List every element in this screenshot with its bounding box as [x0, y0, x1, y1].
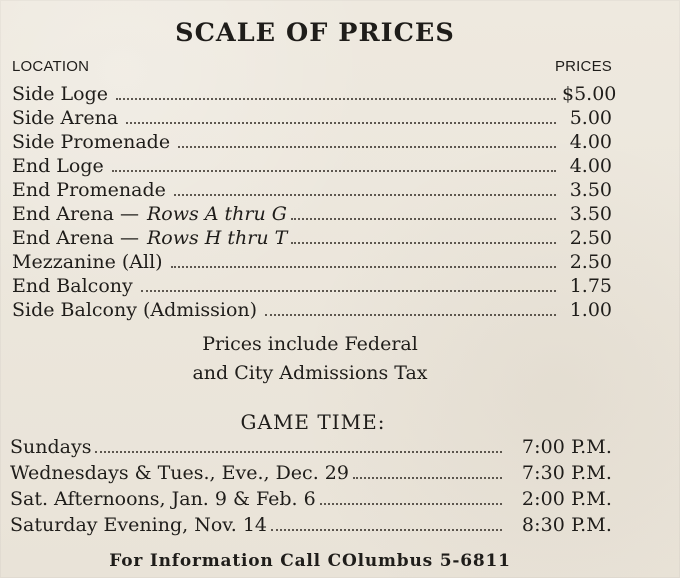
schedule-label: Wednesdays & Tues., Eve., Dec. 29: [10, 462, 349, 484]
schedule-label: Saturday Evening, Nov. 14: [10, 514, 268, 536]
dotted-leader: [353, 477, 502, 479]
schedule-row-saturday-afternoons: [10, 486, 612, 512]
price-row-label: [12, 154, 108, 178]
price-row-label: [12, 226, 287, 250]
location-text: End Balcony: [12, 275, 133, 297]
row-range-text: Rows A thru G: [146, 203, 287, 225]
dotted-leader: [291, 218, 556, 220]
dotted-leader: [141, 290, 556, 292]
location-text: Side Loge: [12, 83, 109, 105]
location-text: End Promenade: [12, 179, 166, 201]
location-text: Side Balcony (Admission): [12, 299, 258, 321]
price-value: 3.50: [569, 203, 612, 225]
price-row-side-balcony: [12, 298, 612, 322]
price-value: 4.00: [569, 155, 612, 177]
price-row-label: [12, 274, 137, 298]
schedule-row-saturday-evening: [10, 512, 612, 538]
page-title: SCALE OF PRICES: [175, 18, 455, 47]
price-row-end-balcony: [12, 274, 612, 298]
prices-column-header: PRICES: [554, 58, 612, 75]
price-value: 4.00: [569, 131, 612, 153]
price-row-side-arena: [12, 106, 612, 130]
price-value: 2.50: [569, 227, 612, 249]
dotted-leader: [291, 242, 556, 244]
price-row-end-promenade: [12, 178, 612, 202]
dotted-leader: [320, 503, 502, 505]
price-value: $5.00: [562, 83, 617, 105]
schedule-time: 7:30 P.M.: [521, 462, 612, 484]
location-text: End Arena —: [12, 227, 139, 249]
schedule-label: Sundays: [10, 436, 92, 458]
price-row-mezzanine: [12, 250, 612, 274]
dotted-leader: [126, 122, 556, 124]
information-footer: For Information Call COlumbus 5-6811: [109, 551, 511, 571]
price-row-end-arena-a-to-g: [12, 202, 612, 226]
game-schedule: [10, 434, 612, 538]
schedule-row-sundays: [10, 434, 612, 460]
location-text: Side Promenade: [12, 131, 171, 153]
dotted-leader: [178, 146, 556, 148]
dotted-leader: [171, 266, 556, 268]
schedule-row-wednesdays: [10, 460, 612, 486]
price-row-label: [12, 130, 174, 154]
row-range-text: Rows H thru T: [146, 227, 288, 249]
price-value: 3.50: [569, 179, 612, 201]
price-row-side-promenade: [12, 130, 612, 154]
price-row-label: [12, 178, 170, 202]
tax-note-line-2: and City Admissions Tax: [192, 362, 428, 384]
schedule-time: 2:00 P.M.: [521, 488, 612, 510]
price-row-end-loge: [12, 154, 612, 178]
price-row-label: [12, 298, 261, 322]
location-text: Mezzanine (All): [12, 251, 163, 273]
price-value: 5.00: [569, 107, 612, 129]
price-row-side-loge: [12, 82, 617, 106]
location-text: End Loge: [12, 155, 104, 177]
price-row-label: [12, 250, 167, 274]
schedule-time: 7:00 P.M.: [521, 436, 612, 458]
game-time-heading: GAME TIME:: [240, 410, 386, 434]
dotted-leader: [174, 194, 556, 196]
price-table: [12, 82, 617, 322]
dotted-leader: [95, 451, 502, 453]
price-row-label: [12, 106, 122, 130]
price-value: 2.50: [569, 251, 612, 273]
price-value: 1.75: [569, 275, 612, 297]
price-row-end-arena-h-to-t: [12, 226, 612, 250]
dotted-leader: [271, 529, 502, 531]
schedule-time: 8:30 P.M.: [521, 514, 612, 536]
price-value: 1.00: [569, 299, 612, 321]
dotted-leader: [116, 98, 556, 100]
location-column-header: LOCATION: [12, 58, 90, 75]
dotted-leader: [265, 314, 556, 316]
price-row-label: [12, 82, 112, 106]
location-text: End Arena —: [12, 203, 139, 225]
location-text: Side Arena: [12, 107, 119, 129]
schedule-label: Sat. Afternoons, Jan. 9 & Feb. 6: [10, 488, 316, 510]
price-row-label: [12, 202, 287, 226]
tax-note-line-1: Prices include Federal: [202, 333, 418, 355]
dotted-leader: [112, 170, 556, 172]
